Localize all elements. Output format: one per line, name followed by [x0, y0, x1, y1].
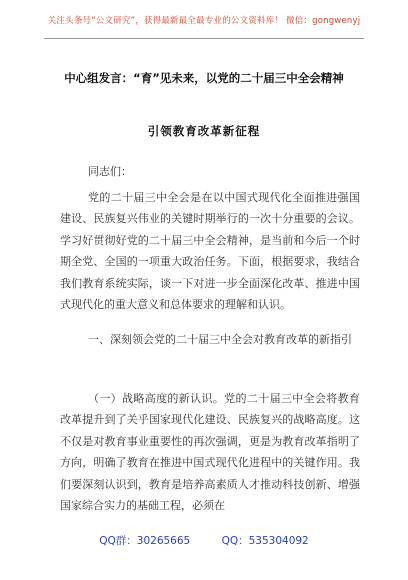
header-divider — [44, 38, 364, 39]
footer-contact — [0, 533, 408, 548]
document-title-line1: 中心组发言：“育”见未来，以党的二十届三中全会精神 — [64, 71, 344, 85]
header-promo-note: 关注头条号“公文研究”，获得最新最全最专业的公文资料库！ 微信：gongwenyj — [47, 16, 361, 26]
body-paragraph-2: （一）战略高度的新认识。党的二十届三中全会将教育改革提升到了关乎国家现代化建设、民族复兴的战略高度。这不仅是对教育事业重要性的再次强调，更是为教育改革指明了方向，明确了教育在推进中国式现代化进程中的关键作用。我们要深刻认识到，教育是培养高素质人才推动科技创新、增强国家综合实力的基础工程，必须在 — [60, 392, 360, 513]
section-heading-1: 一、深刻领会党的二十届三中全会对教育改革的新指引 — [88, 333, 352, 346]
footer-qq-group: QQ群：30265665 — [99, 535, 191, 547]
body-paragraph-1: 党的二十届三中全会是在以中国式现代化全面推进强国建设、民族复兴伟业的关键时期举行的一次十分重要的会议。学习好贯彻好党的二十届三中全会精神，是当前和今后一个时期全党、全国的一项重大政治任务。下面，根据要求，我结合我们教育系统实际，谈一下对进一步全面深化改革、推进中国式现代化的重大意义和总体要求的理解和认识。 — [60, 191, 360, 312]
document-title-line2: 引领教育改革新征程 — [147, 124, 261, 138]
greeting: 同志们： — [88, 165, 132, 178]
footer-qq-number: QQ：535304092 — [221, 535, 309, 547]
